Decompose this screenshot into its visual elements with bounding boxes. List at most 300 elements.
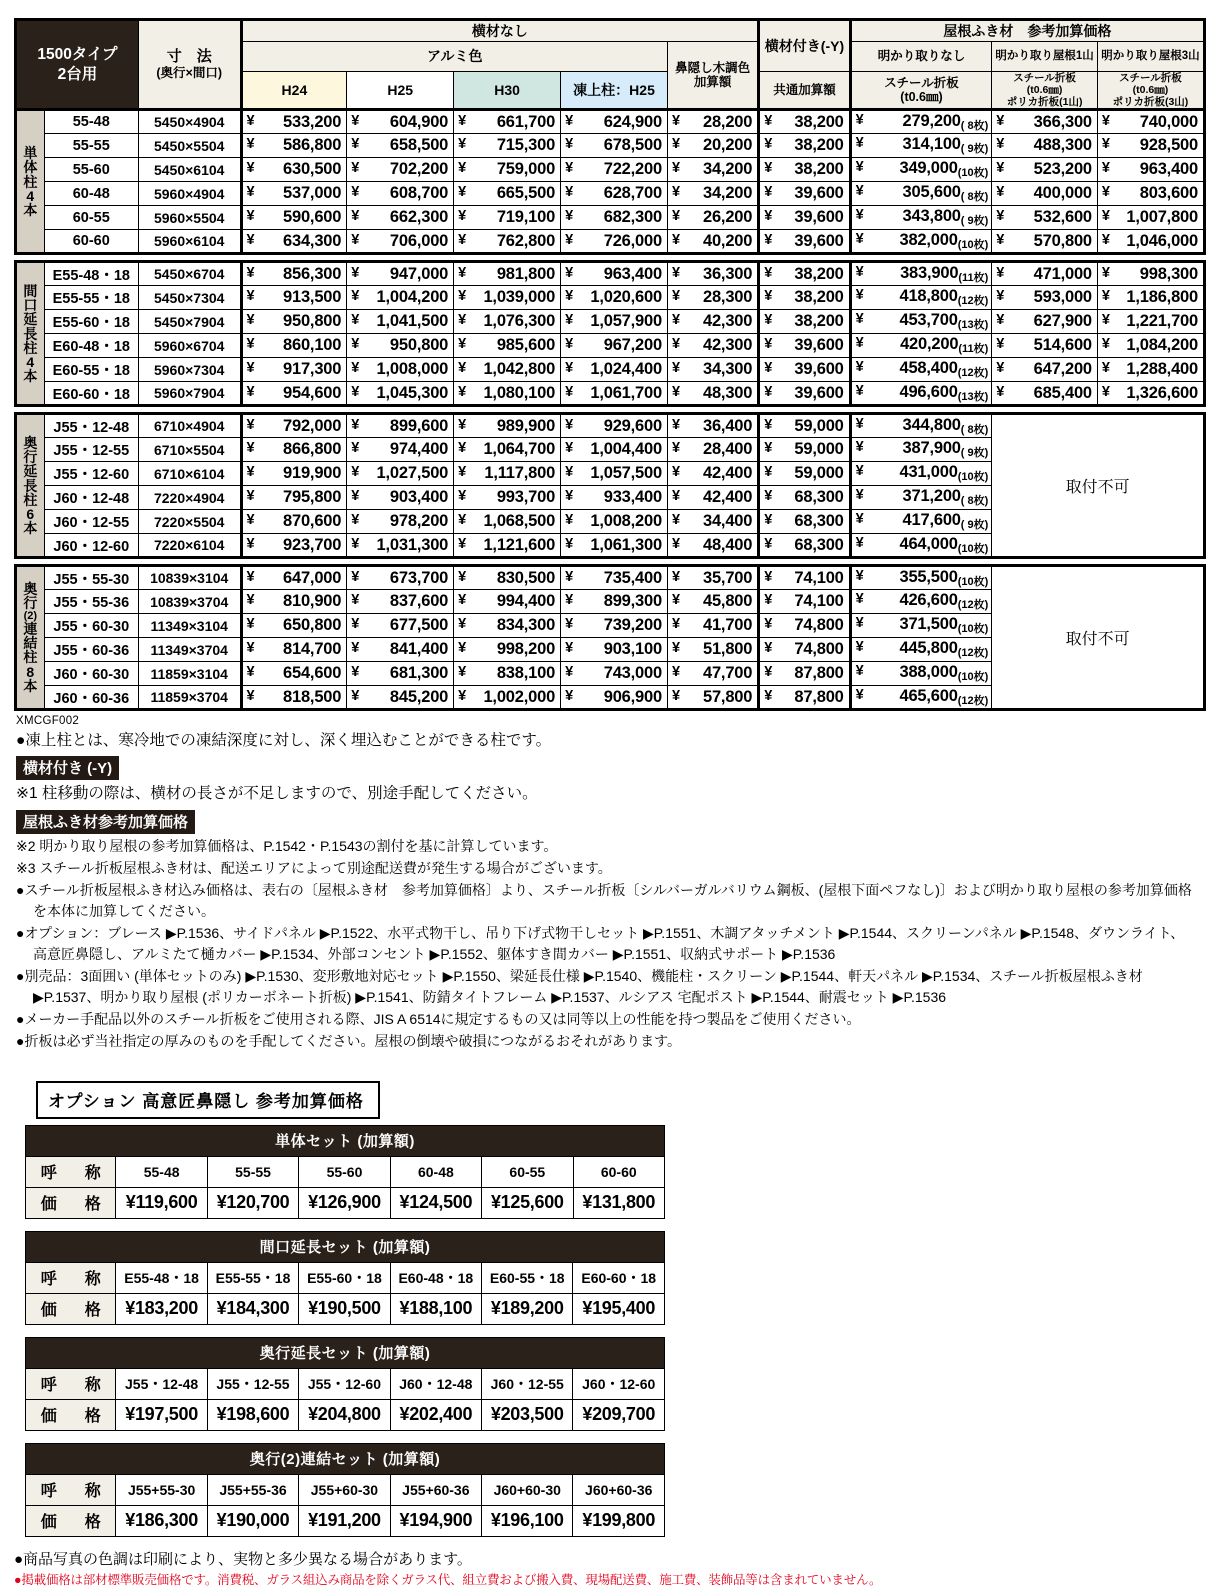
yen-symbol: ¥ (671, 312, 681, 329)
dimension-value: 6710×6104 (138, 462, 241, 486)
yen-symbol: ¥ (246, 616, 255, 633)
note-2: ※2 明かり取り屋根の参考加算価格は、P.1542・P.1543の割付を基に計算しています。 (16, 837, 558, 854)
price-cell (241, 462, 347, 486)
row-group-label-char: 8 (26, 663, 35, 680)
price-cell (850, 206, 992, 230)
col-header-steel-c-l3: ポリカ折板(3山) (1112, 96, 1189, 109)
option-price-row (26, 1293, 665, 1324)
yen-symbol: ¥ (996, 336, 1005, 353)
yen-symbol: ¥ (246, 664, 255, 681)
price-cell (850, 614, 992, 638)
block-gap (16, 558, 1205, 566)
price-cell (561, 206, 668, 230)
sheet-count: (10枚) (957, 623, 989, 636)
row-group-label (16, 110, 45, 254)
price-cell (347, 230, 454, 254)
price-cell (759, 286, 850, 310)
option-price-value: ¥125,600 (482, 1187, 573, 1218)
price-value: 38,200 (794, 312, 844, 331)
price-cell (347, 358, 454, 382)
price-value: 678,500 (603, 136, 662, 155)
yen-symbol: ¥ (1101, 136, 1110, 153)
footer-notes (14, 1549, 1206, 1590)
price-cell (347, 414, 454, 438)
yen-symbol: ¥ (458, 616, 467, 633)
price-cell (850, 134, 992, 158)
group-header-no-rail: 横材なし (241, 20, 759, 42)
model-name: J55・12-60 (44, 462, 138, 486)
yen-symbol: ¥ (855, 567, 864, 584)
yen-symbol: ¥ (351, 288, 360, 305)
price-value: 735,400 (603, 568, 662, 587)
dimension-value: 5450×7304 (138, 286, 241, 310)
model-name: E55-55・18 (44, 286, 138, 310)
yen-symbol: ¥ (671, 208, 681, 225)
price-value: 658,500 (389, 136, 449, 155)
price-value: 860,100 (283, 336, 342, 355)
yen-symbol: ¥ (246, 512, 255, 529)
sheet-count: (10枚) (957, 471, 989, 484)
yen-symbol: ¥ (246, 488, 255, 505)
option-price-value: ¥191,200 (299, 1505, 390, 1536)
option-price-value: ¥183,200 (116, 1293, 207, 1324)
price-value: 662,300 (389, 208, 449, 227)
block-gap (16, 406, 1205, 414)
price-cell (561, 638, 668, 662)
not-installable-cell: 取付不可 (992, 566, 1205, 710)
yen-symbol: ¥ (855, 111, 864, 128)
yen-symbol: ¥ (351, 264, 360, 281)
sheet-count: (12枚) (957, 295, 989, 308)
price-cell (347, 158, 454, 182)
row-group-label-char: 柱 (23, 173, 38, 190)
dimension-value: 7220×5504 (138, 510, 241, 534)
price-value: 1,007,800 (1126, 208, 1198, 227)
dimension-value: 5960×6704 (138, 334, 241, 358)
price-cell (454, 182, 561, 206)
price-cell (850, 158, 992, 182)
price-cell (850, 486, 992, 510)
price-cell (1097, 158, 1204, 182)
option-model-name: J55・12-48 (116, 1368, 207, 1399)
price-cell (241, 566, 347, 590)
price-value: 967,200 (603, 336, 662, 355)
price-value: 1,221,700 (1126, 312, 1198, 331)
yen-symbol: ¥ (1101, 184, 1110, 201)
price-value: 654,600 (283, 664, 342, 683)
yen-symbol: ¥ (764, 512, 773, 529)
price-value: 471,000 (1033, 264, 1092, 283)
yen-symbol: ¥ (671, 231, 681, 248)
price-value: 533,200 (283, 112, 342, 131)
price-value: 989,900 (496, 416, 556, 435)
price-value: 1,008,000 (376, 360, 449, 379)
yen-symbol: ¥ (764, 664, 773, 681)
sheet-count: ( 9枚) (960, 447, 989, 460)
price-cell (561, 486, 668, 510)
price-cell (759, 486, 850, 510)
row-group-label-char: 間 (23, 282, 38, 299)
price-value: 681,300 (389, 664, 449, 683)
model-name: 60-55 (44, 206, 138, 230)
yen-symbol: ¥ (351, 160, 360, 177)
col-header-steel-a-l1: スチール折板 (884, 75, 959, 90)
price-cell (850, 182, 992, 206)
price-value: 400,000 (1033, 184, 1092, 203)
price-cell (347, 182, 454, 206)
price-value: 593,000 (1033, 288, 1092, 307)
price-cell (667, 110, 758, 134)
option-name-row (26, 1474, 665, 1505)
model-name: J55・55-36 (44, 590, 138, 614)
price-value: 993,700 (496, 488, 556, 507)
price-value: 496,600 (899, 382, 958, 401)
price-cell (347, 638, 454, 662)
row-group-label-char: 本 (23, 677, 38, 694)
yen-symbol: ¥ (764, 264, 773, 281)
yen-symbol: ¥ (351, 112, 360, 129)
model-name: E60-48・18 (44, 334, 138, 358)
price-cell (667, 438, 758, 462)
yen-symbol: ¥ (855, 382, 864, 399)
note-options: ●オプション：ブレース ▶P.1536、サイドパネル ▶P.1522、水平式物干し、吊り下げ式物干しセット ▶P.1551、木調アタッチメント ▶P.1544、スクリーンパネル ▶P.1548、ダウンライト、高意匠鼻隠し、アルミたて樋カバー ▶P.1534、外部コンセント ▶P.1552、躯体すき間カバー ▶P.1551、収納式サポート ▶P.1536 (16, 924, 1185, 962)
block-gap (16, 254, 1205, 262)
yen-symbol: ¥ (458, 112, 467, 129)
price-value: 743,000 (603, 664, 662, 683)
yen-symbol: ¥ (764, 416, 773, 433)
sheet-count: (10枚) (957, 238, 989, 251)
price-value: 682,300 (603, 208, 662, 227)
dimension-header-main: 寸 法 (166, 48, 212, 66)
price-value: 445,800 (899, 639, 958, 658)
row-group-label-char: 長 (23, 325, 38, 342)
yen-symbol: ¥ (246, 264, 255, 281)
sheet-count: (10枚) (957, 575, 989, 588)
group-header-alumi: アルミ色 (241, 42, 667, 72)
dimension-value: 10839×3704 (138, 590, 241, 614)
row-group-label-char: 行 (23, 449, 38, 466)
price-value: 590,600 (283, 208, 342, 227)
sheet-count: (13枚) (957, 319, 989, 332)
table-row (16, 286, 1205, 310)
option-label-price: 価 格 (26, 1293, 116, 1324)
price-value: 665,500 (496, 184, 556, 203)
price-value: 963,400 (1139, 160, 1198, 179)
col-header-steel-c-l1: スチール折板 (1119, 72, 1182, 84)
yen-symbol: ¥ (855, 686, 864, 703)
price-value: 87,800 (794, 664, 844, 683)
yen-symbol: ¥ (855, 263, 864, 280)
price-cell (759, 230, 850, 254)
yen-symbol: ¥ (351, 208, 360, 225)
price-value: 870,600 (283, 512, 342, 531)
price-value: 608,700 (389, 184, 449, 203)
option-price-value: ¥189,200 (482, 1293, 573, 1324)
table-row (16, 334, 1205, 358)
row-group-label-char: 本 (23, 202, 38, 219)
option-name-row (26, 1262, 665, 1293)
price-value: 722,200 (603, 160, 662, 179)
row-group-label-char: 体 (23, 159, 38, 176)
price-cell (667, 462, 758, 486)
price-value: 634,300 (283, 231, 342, 250)
price-value: 74,800 (794, 640, 844, 659)
yen-symbol: ¥ (855, 663, 864, 680)
corner-title (16, 20, 139, 110)
row-group-label-char: 奥 (23, 434, 38, 451)
yen-symbol: ¥ (996, 312, 1005, 329)
row-group-label-char: 柱 (23, 491, 38, 508)
dimension-value: 6710×4904 (138, 414, 241, 438)
price-value: 810,900 (283, 592, 342, 611)
yen-symbol: ¥ (565, 136, 574, 153)
price-cell (1097, 334, 1204, 358)
model-name: J55・12-55 (44, 438, 138, 462)
yen-symbol: ¥ (246, 136, 255, 153)
price-value: 59,000 (794, 440, 844, 459)
tag-yanefukizai: 屋根ふき材参考加算価格 (16, 810, 195, 834)
dimension-value: 10839×3104 (138, 566, 241, 590)
price-cell (667, 534, 758, 558)
price-cell (667, 158, 758, 182)
sheet-count: (12枚) (957, 367, 989, 380)
price-value: 279,200 (902, 111, 961, 130)
yen-symbol: ¥ (671, 568, 681, 585)
price-value: 866,800 (283, 440, 342, 459)
price-value: 39,600 (794, 184, 844, 203)
table-row (16, 310, 1205, 334)
yen-symbol: ¥ (458, 383, 467, 400)
price-value: 51,800 (702, 640, 753, 659)
price-value: 1,061,700 (590, 383, 662, 402)
price-cell (667, 414, 758, 438)
dimension-header (138, 20, 241, 110)
price-value: 1,057,900 (590, 312, 662, 331)
yen-symbol: ¥ (351, 592, 360, 609)
price-value: 39,600 (794, 383, 844, 402)
dimension-value: 5450×6704 (138, 262, 241, 286)
option-tables (0, 1125, 1206, 1537)
price-cell (561, 614, 668, 638)
yen-symbol: ¥ (996, 264, 1005, 281)
option-model-name: 60-48 (390, 1156, 481, 1187)
row-group-label (16, 414, 45, 558)
yen-symbol: ¥ (1101, 288, 1110, 305)
price-cell (347, 286, 454, 310)
price-cell (759, 614, 850, 638)
price-cell (454, 534, 561, 558)
row-group-label (16, 262, 45, 406)
yen-symbol: ¥ (246, 592, 255, 609)
price-value: 978,200 (389, 512, 449, 531)
dimension-value: 11349×3704 (138, 638, 241, 662)
price-cell (1097, 206, 1204, 230)
yen-symbol: ¥ (764, 616, 773, 633)
yen-symbol: ¥ (458, 440, 467, 457)
sheet-count: ( 9枚) (960, 519, 989, 532)
sheet-count: ( 8枚) (960, 495, 989, 508)
option-label-price: 価 格 (26, 1399, 116, 1430)
note-touchujou: ●凍上柱とは、寒冷地での凍結深度に対し、深く埋込むことができる柱です。 (16, 732, 552, 750)
price-cell (454, 334, 561, 358)
yen-symbol: ¥ (246, 568, 255, 585)
price-cell (454, 686, 561, 710)
yen-symbol: ¥ (855, 183, 864, 200)
price-value: 305,600 (902, 183, 961, 202)
yen-symbol: ¥ (351, 488, 360, 505)
yen-symbol: ¥ (855, 230, 864, 247)
yen-symbol: ¥ (565, 640, 574, 657)
price-value: 906,900 (603, 687, 662, 706)
yen-symbol: ¥ (996, 184, 1005, 201)
price-value: 1,068,500 (483, 512, 556, 531)
price-cell (454, 486, 561, 510)
price-value: 36,300 (702, 264, 753, 283)
price-cell (992, 134, 1098, 158)
price-value: 929,600 (603, 416, 662, 435)
yen-symbol: ¥ (671, 136, 681, 153)
yen-symbol: ¥ (246, 312, 255, 329)
price-value: 923,700 (283, 535, 342, 554)
price-value: 1,020,600 (590, 288, 662, 307)
price-value: 586,800 (283, 136, 342, 155)
yen-symbol: ¥ (565, 231, 574, 248)
sheet-count: (10枚) (957, 542, 989, 555)
price-value: 570,800 (1033, 231, 1092, 250)
option-model-name: 60-55 (482, 1156, 573, 1187)
price-cell (759, 414, 850, 438)
yen-symbol: ¥ (996, 136, 1005, 153)
price-value: 42,400 (702, 488, 753, 507)
option-model-name: J60・12-55 (482, 1368, 573, 1399)
option-price-value: ¥204,800 (299, 1399, 390, 1430)
price-cell (454, 134, 561, 158)
table-row (16, 110, 1205, 134)
option-model-name: E55-48・18 (116, 1262, 207, 1293)
yen-symbol: ¥ (565, 184, 574, 201)
price-cell (454, 638, 561, 662)
option-price-value: ¥184,300 (207, 1293, 298, 1324)
price-value: 537,000 (283, 184, 342, 203)
price-value: 35,700 (702, 568, 753, 587)
model-name: 60-48 (44, 182, 138, 206)
price-value: 963,400 (603, 264, 662, 283)
row-group-label-char: 長 (23, 477, 38, 494)
price-cell (759, 110, 850, 134)
price-value: 1,024,400 (590, 360, 662, 379)
yen-symbol: ¥ (671, 264, 681, 281)
footer-note-color: ●商品写真の色調は印刷により、実物と多少異なる場合があります。 (14, 1550, 472, 1568)
model-name: E55-60・18 (44, 310, 138, 334)
price-cell (667, 310, 758, 334)
yen-symbol: ¥ (764, 288, 773, 305)
price-value: 740,000 (1139, 112, 1198, 131)
price-value: 706,000 (389, 231, 449, 250)
col-header-steel-b (992, 72, 1098, 110)
price-cell (241, 686, 347, 710)
price-cell (759, 566, 850, 590)
price-value: 818,500 (283, 687, 342, 706)
yen-symbol: ¥ (246, 336, 255, 353)
price-value: 994,400 (496, 592, 556, 611)
yen-symbol: ¥ (246, 535, 255, 552)
price-cell (561, 286, 668, 310)
yen-symbol: ¥ (565, 360, 574, 377)
price-value: 383,900 (900, 263, 959, 282)
option-model-name: J55+60-36 (390, 1474, 481, 1505)
price-value: 762,800 (496, 231, 556, 250)
price-value: 838,100 (496, 664, 556, 683)
row-group-label-char: 連 (23, 620, 38, 637)
price-cell (241, 158, 347, 182)
option-table-header: 奥行(2)連結セット (加算額) (26, 1443, 665, 1474)
dimension-value: 5450×4904 (138, 110, 241, 134)
price-cell (561, 382, 668, 406)
yen-symbol: ¥ (671, 184, 681, 201)
yen-symbol: ¥ (351, 336, 360, 353)
price-cell (667, 334, 758, 358)
price-value: 1,031,300 (376, 535, 449, 554)
price-list-page (0, 18, 1206, 1588)
yen-symbol: ¥ (1101, 208, 1110, 225)
option-name-row (26, 1156, 665, 1187)
option-price-value: ¥196,100 (482, 1505, 573, 1536)
option-label-name: 呼 称 (26, 1262, 116, 1293)
option-table (25, 1443, 665, 1537)
dimension-value: 11859×3104 (138, 662, 241, 686)
price-cell (561, 262, 668, 286)
option-price-value: ¥188,100 (390, 1293, 481, 1324)
table-row (16, 158, 1205, 182)
price-value: 647,000 (283, 568, 342, 587)
sheet-count: (10枚) (957, 671, 989, 684)
yen-symbol: ¥ (458, 336, 467, 353)
yen-symbol: ¥ (764, 231, 773, 248)
price-value: 453,700 (899, 311, 958, 330)
yen-symbol: ¥ (671, 535, 681, 552)
yen-symbol: ¥ (764, 535, 773, 552)
price-cell (454, 662, 561, 686)
option-price-row (26, 1399, 665, 1430)
price-cell (561, 662, 668, 686)
price-value: 34,200 (702, 184, 753, 203)
price-cell (850, 534, 992, 558)
price-value: 39,600 (794, 360, 844, 379)
row-group-label-char: 柱 (23, 649, 38, 666)
price-cell (992, 310, 1098, 334)
price-value: 933,400 (603, 488, 662, 507)
price-cell (561, 182, 668, 206)
price-value: 34,400 (702, 512, 753, 531)
note-steel-price: ●スチール折板屋根ふき材込み価格は、表右の〔屋根ふき材 参考加算価格〕より、スチール折板〔シルバーガルバリウム鋼板、(屋根下面ペフなし)〕および明かり取り屋根の参考加算価格を本体に加算してください。 (16, 881, 1192, 919)
note-1: ※1 柱移動の際は、横材の長さが不足しますので、別途手配してください。 (16, 785, 538, 803)
price-value: 68,300 (794, 535, 844, 554)
price-value: 38,200 (794, 136, 844, 155)
model-name: J55・60-36 (44, 638, 138, 662)
price-value: 981,800 (496, 264, 556, 283)
price-value: 913,500 (283, 288, 342, 307)
price-cell (850, 286, 992, 310)
price-value: 814,700 (283, 640, 342, 659)
price-value: 985,600 (496, 336, 556, 355)
price-cell (667, 206, 758, 230)
price-cell (347, 590, 454, 614)
price-cell (667, 134, 758, 158)
col-header-steel-c (1097, 72, 1204, 110)
price-value: 739,200 (603, 616, 662, 635)
row-group-label-char: 延 (23, 311, 38, 328)
price-value: 650,800 (283, 616, 342, 635)
